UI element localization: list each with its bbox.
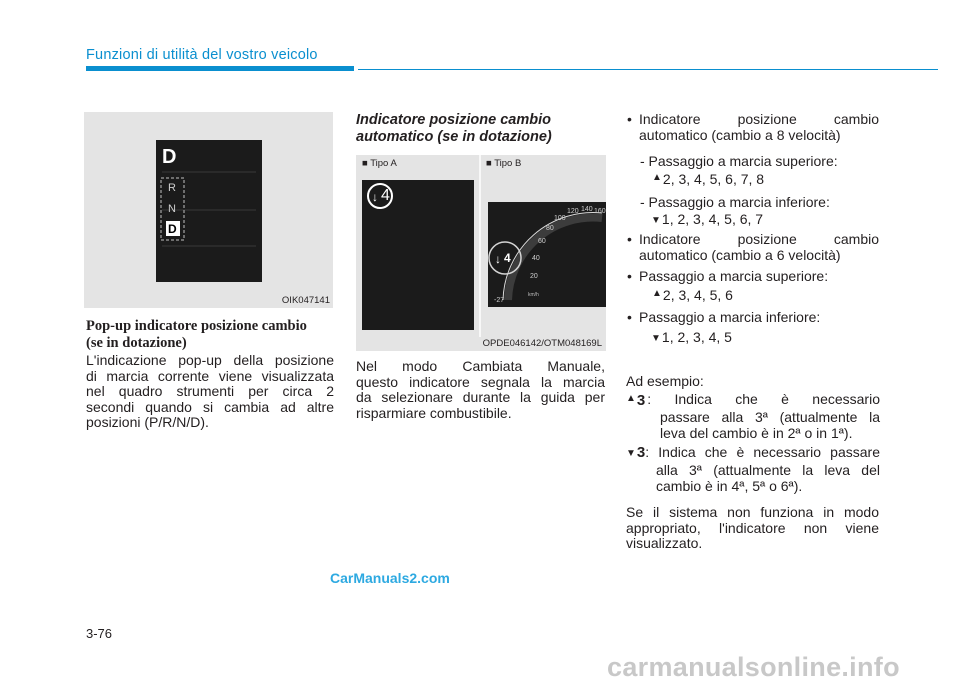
svg-text:↓: ↓ [372,190,378,204]
gear-d-selected: D [168,222,177,236]
down-arrow-icon: ▼ [651,333,661,344]
speed-tick-120: 120 [567,208,579,215]
popup-body: L'indicazione pop-up della posizione di marcia corrente viene visualizzata nel quadro strumenti per circa 2 secondi quando si cambia ad altre posizioni (P/R/N/D). [86,352,334,430]
upshift-glyph: ▲3 [626,392,646,409]
figure-gear-indicator-types [356,155,606,351]
auto-indicator-heading: Indicatore posizione cambio automatico (se in dotazione) [356,112,552,145]
speed-tick-140: 140 [581,206,593,213]
speed-tick-100: 100 [554,215,566,222]
down-arrow-icon: ▼ [651,215,661,226]
gear-n: N [168,203,176,215]
speed-tick-160: 160 [594,208,606,215]
up-arrow-icon: ▲ [652,172,662,183]
downshift-8-values: ▼1, 2, 3, 4, 5, 6, 7 [651,211,764,227]
speed-tick-80: 80 [546,225,554,232]
type-a-gear: 4 [381,187,390,204]
speed-tick-20: 20 [530,273,538,280]
bullet-6-speed: • Indicatore posizione cambio automatico (cambio a 6 velocità) [639,231,879,263]
header-rule-thin [358,69,938,70]
type-b-gear: 4 [504,251,511,265]
example-downshift: ▼3 : Indica che è necessario passare alla 3ª (attualmente la leva del cambio è in 4ª, 5ª o 6ª). [626,444,880,494]
popup-indicator-illustration [84,112,333,308]
downshift-6-values: ▼1, 2, 3, 4, 5 [651,329,732,345]
svg-text:↓: ↓ [495,252,501,266]
figure-code: OIK047141 [281,295,330,306]
downshift-8-label: - Passaggio a marcia inferiore: [640,194,830,210]
popup-heading: Pop-up indicatore posizione cambio (se in dotazione) [86,318,307,351]
display-gear-letter: D [162,146,177,168]
speed-tick-40: 40 [532,255,540,262]
header-rule-thick [86,66,354,71]
auto-indicator-body: Nel modo Cambiata Manuale, questo indicatore segnala la marcia da selezionare durante la guida per risparmiare combustibile. [356,358,605,421]
up-arrow-icon: ▲ [652,288,662,299]
speed-unit: km/h [528,292,539,298]
upshift-6-values: ▲2, 3, 4, 5, 6 [652,287,733,303]
down-arrow-icon: ▼ [626,448,636,459]
example-upshift: ▲3 : Indica che è necessario passare alla 3ª (attualmente la leva del cambio è in 2ª o in 1ª). [626,391,880,441]
gear-indicator-illustration [356,155,606,351]
bullet-downshift-6: • Passaggio a marcia inferiore: [639,309,820,325]
bullet-upshift-6: • Passaggio a marcia superiore: [639,268,828,284]
page-number: 3-76 [86,626,113,641]
gear-r: R [168,182,176,194]
closing-note: Se il sistema non funziona in modo appropriato, l'indicatore non viene visualizzato. [626,504,879,551]
figure-code: OPDE046142/OTM048169L [482,338,602,349]
speed-tick-60: 60 [538,238,546,245]
watermark-site-link[interactable]: CarManuals2.com [330,570,450,586]
downshift-glyph: ▼3 [626,444,646,461]
section-title: Funzioni di utilità del vostro veicolo [86,47,318,63]
temperature-readout: -27 [494,297,505,304]
watermark-footer: carmanualsonline.info [607,652,900,682]
upshift-8-label: - Passaggio a marcia superiore: [640,153,838,169]
upshift-8-values: ▲2, 3, 4, 5, 6, 7, 8 [652,171,765,187]
type-b-label: ■ Tipo B [486,158,522,169]
figure-popup-indicator [84,112,333,308]
type-a-label: ■ Tipo A [362,158,397,169]
up-arrow-icon: ▲ [626,393,636,404]
bullet-8-speed: • Indicatore posizione cambio automatico (cambio a 8 velocità) [639,111,879,143]
example-label: Ad esempio: [626,373,704,389]
